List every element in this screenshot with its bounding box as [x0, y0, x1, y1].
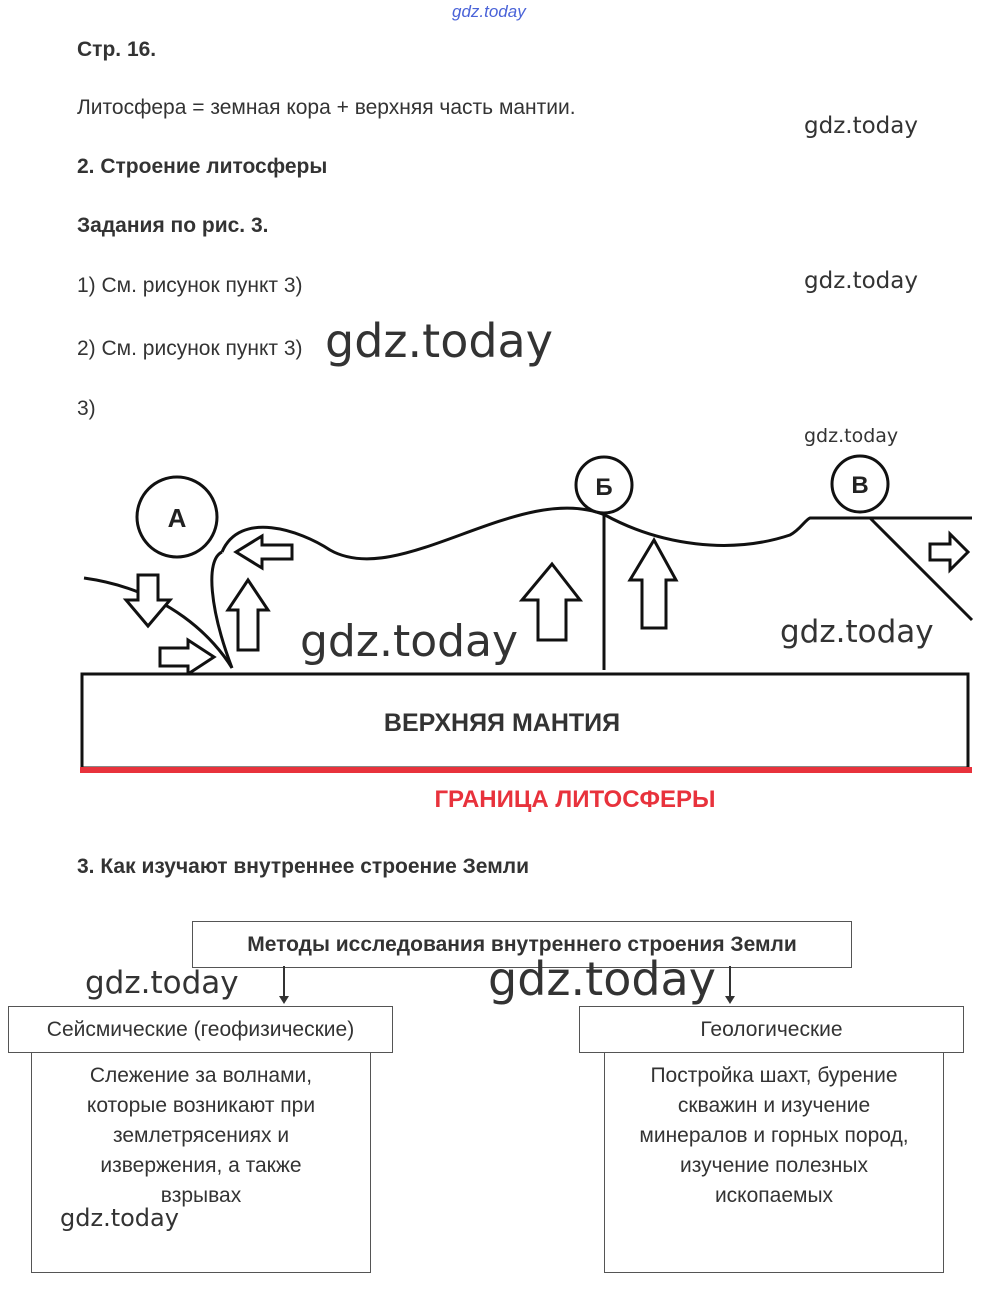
answer-3: 3) — [77, 397, 96, 420]
watermark: gdz.today — [85, 965, 239, 1001]
watermark-top: gdz.today — [452, 2, 526, 21]
label-a-circle — [137, 477, 217, 557]
boundary-label: ГРАНИЦА ЛИТОСФЕРЫ — [434, 786, 716, 813]
geological-title: Геологические — [700, 1018, 843, 1041]
description-line: скважин и изучение — [677, 1094, 871, 1117]
right-arrow-icon — [160, 640, 214, 674]
description-line: минералов и горных пород, — [639, 1124, 909, 1147]
watermark: gdz.today — [300, 616, 519, 667]
mantle-label: ВЕРХНЯЯ МАНТИЯ — [383, 709, 621, 737]
geological-title-box — [579, 1006, 964, 1053]
tasks-title: Задания по рис. 3. — [77, 214, 269, 237]
description-line: взрывах — [160, 1184, 242, 1207]
description-line: ископаемых — [714, 1184, 834, 1207]
description-line: землетрясениях и — [112, 1124, 290, 1147]
fault-line — [870, 518, 972, 620]
methods-title: Методы исследования внутреннего строения Земли — [247, 933, 797, 956]
seismic-title: Сейсмические (геофизические) — [46, 1018, 355, 1041]
watermark: gdz.today — [804, 113, 918, 139]
label-a: А — [167, 503, 187, 533]
right-arrow-icon — [930, 534, 968, 570]
watermark: gdz.today — [488, 952, 716, 1006]
formula-text: Литосфера = земная кора + верхняя часть мантии. — [77, 96, 576, 119]
arrow-down-icon — [725, 996, 735, 1004]
answer-1: 1) См. рисунок пункт 3) — [77, 274, 303, 297]
description-line: Слежение за волнами, — [89, 1064, 313, 1087]
answer-2: 2) См. рисунок пункт 3) — [77, 337, 303, 360]
description-line: изучение полезных — [680, 1154, 868, 1177]
up-arrow-icon — [522, 564, 580, 640]
geological-description — [605, 1061, 943, 1211]
label-v-circle — [832, 456, 888, 512]
description-line: Постройка шахт, бурение — [650, 1064, 898, 1087]
label-b-circle — [576, 457, 632, 513]
section-3-title: 3. Как изучают внутреннее строение Земли — [77, 855, 529, 878]
watermark: gdz.today — [780, 614, 934, 650]
up-arrow-icon — [228, 580, 268, 650]
page-heading: Стр. 16. — [77, 38, 157, 61]
seismic-title-box — [8, 1006, 393, 1053]
down-arrow-icon — [126, 575, 170, 626]
surface-line — [222, 508, 972, 559]
description-line: которые возникают при — [86, 1094, 316, 1117]
up-arrow-icon — [630, 540, 676, 628]
geological-description-box — [604, 1050, 944, 1273]
label-b: Б — [595, 474, 613, 501]
seismic-description-box — [31, 1050, 371, 1273]
description-line: извержения, а также — [100, 1154, 302, 1177]
left-arrow-icon — [236, 536, 292, 568]
arrow-down-icon — [279, 996, 289, 1004]
watermark: gdz.today — [60, 1204, 179, 1232]
seismic-description — [32, 1061, 370, 1211]
section-2-title: 2. Строение литосферы — [77, 155, 328, 178]
watermark: gdz.today — [804, 268, 918, 294]
label-v: В — [851, 472, 869, 499]
watermark: gdz.today — [804, 425, 899, 447]
watermark: gdz.today — [325, 314, 553, 368]
